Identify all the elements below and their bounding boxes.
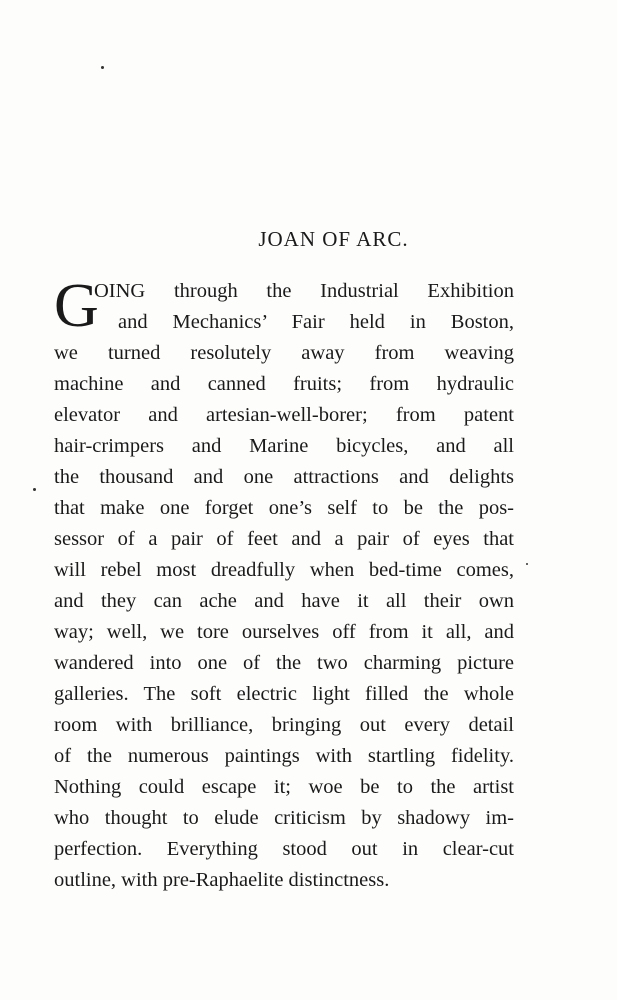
text-line: we turned resolutely away from weaving: [54, 342, 514, 364]
chapter-title: JOAN OF ARC.: [258, 227, 409, 251]
text-line: that make one forget one’s self to be the pos-: [54, 497, 514, 519]
text-line: hair-crimpers and Marine bicycles, and all: [54, 435, 514, 457]
text-line: and they can ache and have it all their own: [54, 590, 514, 612]
text-line: wandered into one of the two charming picture: [54, 652, 514, 674]
text-line: and Mechanics’ Fair held in Boston,: [118, 311, 514, 333]
body-paragraph: [54, 272, 514, 896]
text-line: OING through the Industrial Exhibition: [94, 280, 514, 302]
text-line: of the numerous paintings with startling fidelity.: [54, 745, 514, 767]
text-line: room with brilliance, bringing out every detail: [54, 714, 514, 736]
text-line: galleries. The soft electric light filled the whole: [54, 683, 514, 705]
ink-speck: [526, 563, 528, 565]
text-line: Nothing could escape it; woe be to the artist: [54, 776, 514, 798]
text-line: machine and canned fruits; from hydraulic: [54, 373, 514, 395]
ink-speck: [33, 488, 36, 491]
text-line: elevator and artesian-well-borer; from patent: [54, 404, 514, 426]
drop-cap: G: [54, 272, 99, 340]
text-line: way; well, we tore ourselves off from it all, and: [54, 621, 514, 643]
text-line: who thought to elude criticism by shadowy im-: [54, 807, 514, 829]
text-line: will rebel most dreadfully when bed-time comes,: [54, 559, 514, 581]
text-line: sessor of a pair of feet and a pair of eyes that: [54, 528, 514, 550]
text-line: perfection. Everything stood out in clear-cut: [54, 838, 514, 860]
ink-speck: [101, 66, 104, 69]
text-line: outline, with pre-Raphaelite distinctness.: [54, 869, 390, 891]
text-line: the thousand and one attractions and delights: [54, 466, 514, 488]
